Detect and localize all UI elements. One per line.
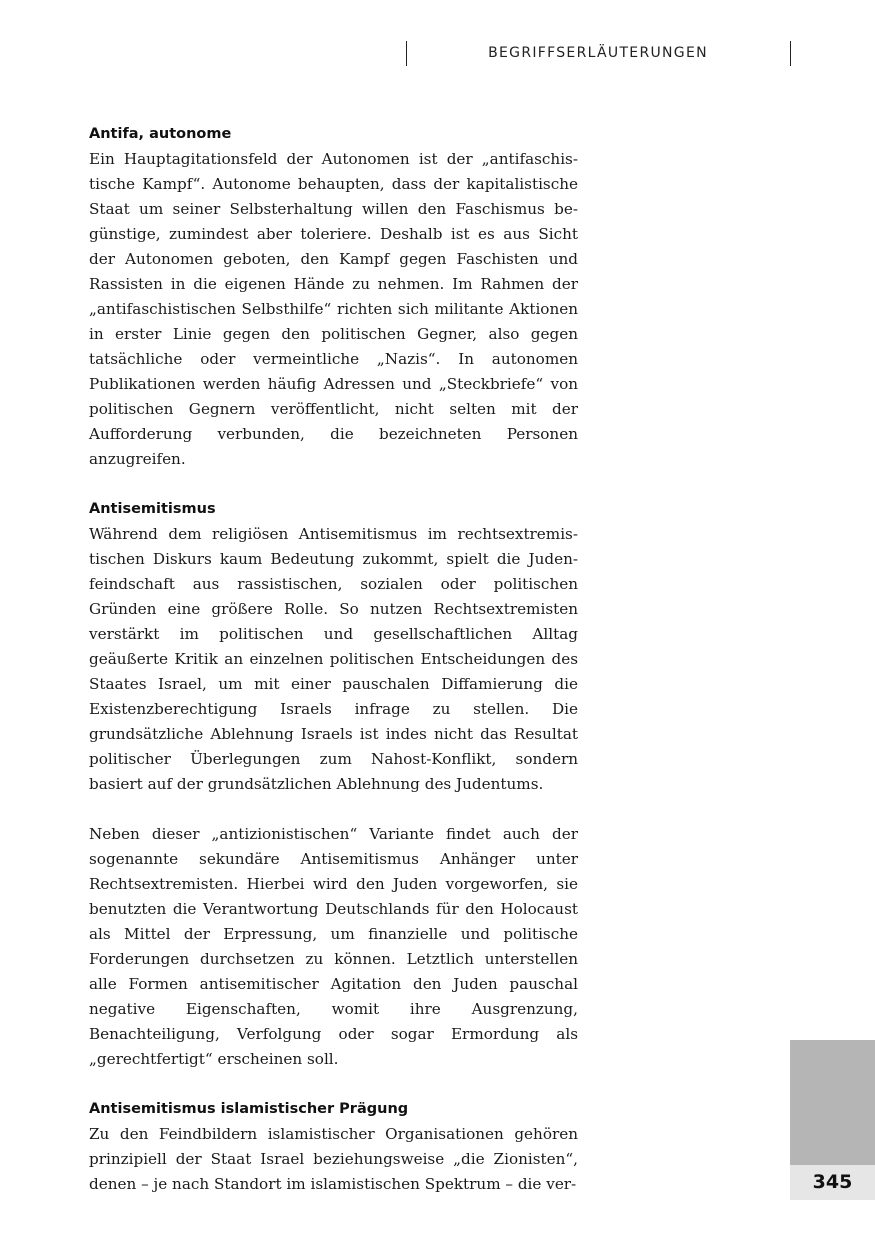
section-antifa-autonome — [89, 122, 578, 472]
paragraph-spacer — [89, 797, 578, 822]
header-rule-right — [790, 41, 791, 66]
section-paragraph: Neben dieser „antizionistischen“ Variante findet auch der sogenannte sekundäre Antisemitismus Anhänger unter Rechtsextremisten. Hierbei wird den Juden vorgeworfen, sie benutzten die Verantwortung Deutschlands für den Holocaust als Mittel der Erpressung, um finanzielle und politische Forderungen durchsetzen zu können. Letztlich unterstellen alle Formen antisemitischer Agitation den Juden pauschal negative Eigenschaften, womit ihre Ausgrenzung, Benachteiligung, Verfolgung oder sogar Ermordung als „gerechtfertigt“ erscheinen soll. — [89, 825, 578, 1068]
section-paragraph: Während dem religiösen Antisemitismus im rechtsextremistischen Diskurs kaum Bedeutung zukommt, spielt die Judenfeindschaft aus rassistischen, sozialen oder politischen Gründen eine größere Rolle. So nutzen Rechtsextremisten verstärkt im politischen und gesellschaftlichen Alltag geäußerte Kritik an einzelnen politischen Entscheidungen des Staates Israel, um mit einer pauschalen Diffamierung die Existenzberechtigung Israels infrage zu stellen. Die grundsätzliche Ablehnung Israels ist indes nicht das Resultat politischer Überlegungen zum Nahost-Konflikt, sondern basiert auf der grundsätzlichen Ablehnung des Judentums. — [89, 525, 578, 793]
section-paragraph: Zu den Feindbildern islamistischer Organisationen gehören prinzipiell der Staat Israel beziehungsweise „die Zionisten“, denen – je nach Standort im islamistischen Spektrum – die ver- — [89, 1125, 578, 1193]
header-rule-left — [406, 41, 407, 66]
section-spacer — [89, 472, 578, 497]
section-paragraph: Ein Hauptagitationsfeld der Autonomen ist der „antifaschistische Kampf“. Autonome behaupten, dass der kapitalistische Staat um seiner Selbsterhaltung willen den Faschismus begünstige, zumindest aber toleriere. Deshalb ist es aus Sicht der Autonomen geboten, den Kampf gegen Faschisten und Rassisten in die eigenen Hände zu nehmen. Im Rahmen der „antifaschistischen Selbsthilfe“ richten sich militante Aktionen in erster Linie gegen den politischen Gegner, also gegen tatsächliche oder vermeintliche „Nazis“. In autonomen Publikationen werden häufig Adressen und „Steckbriefe“ von politischen Gegnern veröffentlicht, nicht selten mit der Aufforderung verbunden, die bezeichneten Personen anzugreifen. — [89, 150, 578, 468]
page-number: 345 — [790, 1165, 875, 1200]
thumb-index-tab — [790, 1040, 875, 1165]
page-body — [89, 122, 578, 1197]
section-heading: Antisemitismus islamistischer Prägung — [89, 1101, 409, 1117]
running-header: BEGRIFFSERLÄUTERUNGEN — [488, 45, 708, 61]
section-heading: Antisemitismus — [89, 501, 216, 517]
section-antisemitismus — [89, 497, 578, 1072]
section-heading: Antifa, autonome — [89, 126, 232, 142]
section-antisemitismus-islamistisch — [89, 1097, 578, 1197]
section-spacer — [89, 1072, 578, 1097]
